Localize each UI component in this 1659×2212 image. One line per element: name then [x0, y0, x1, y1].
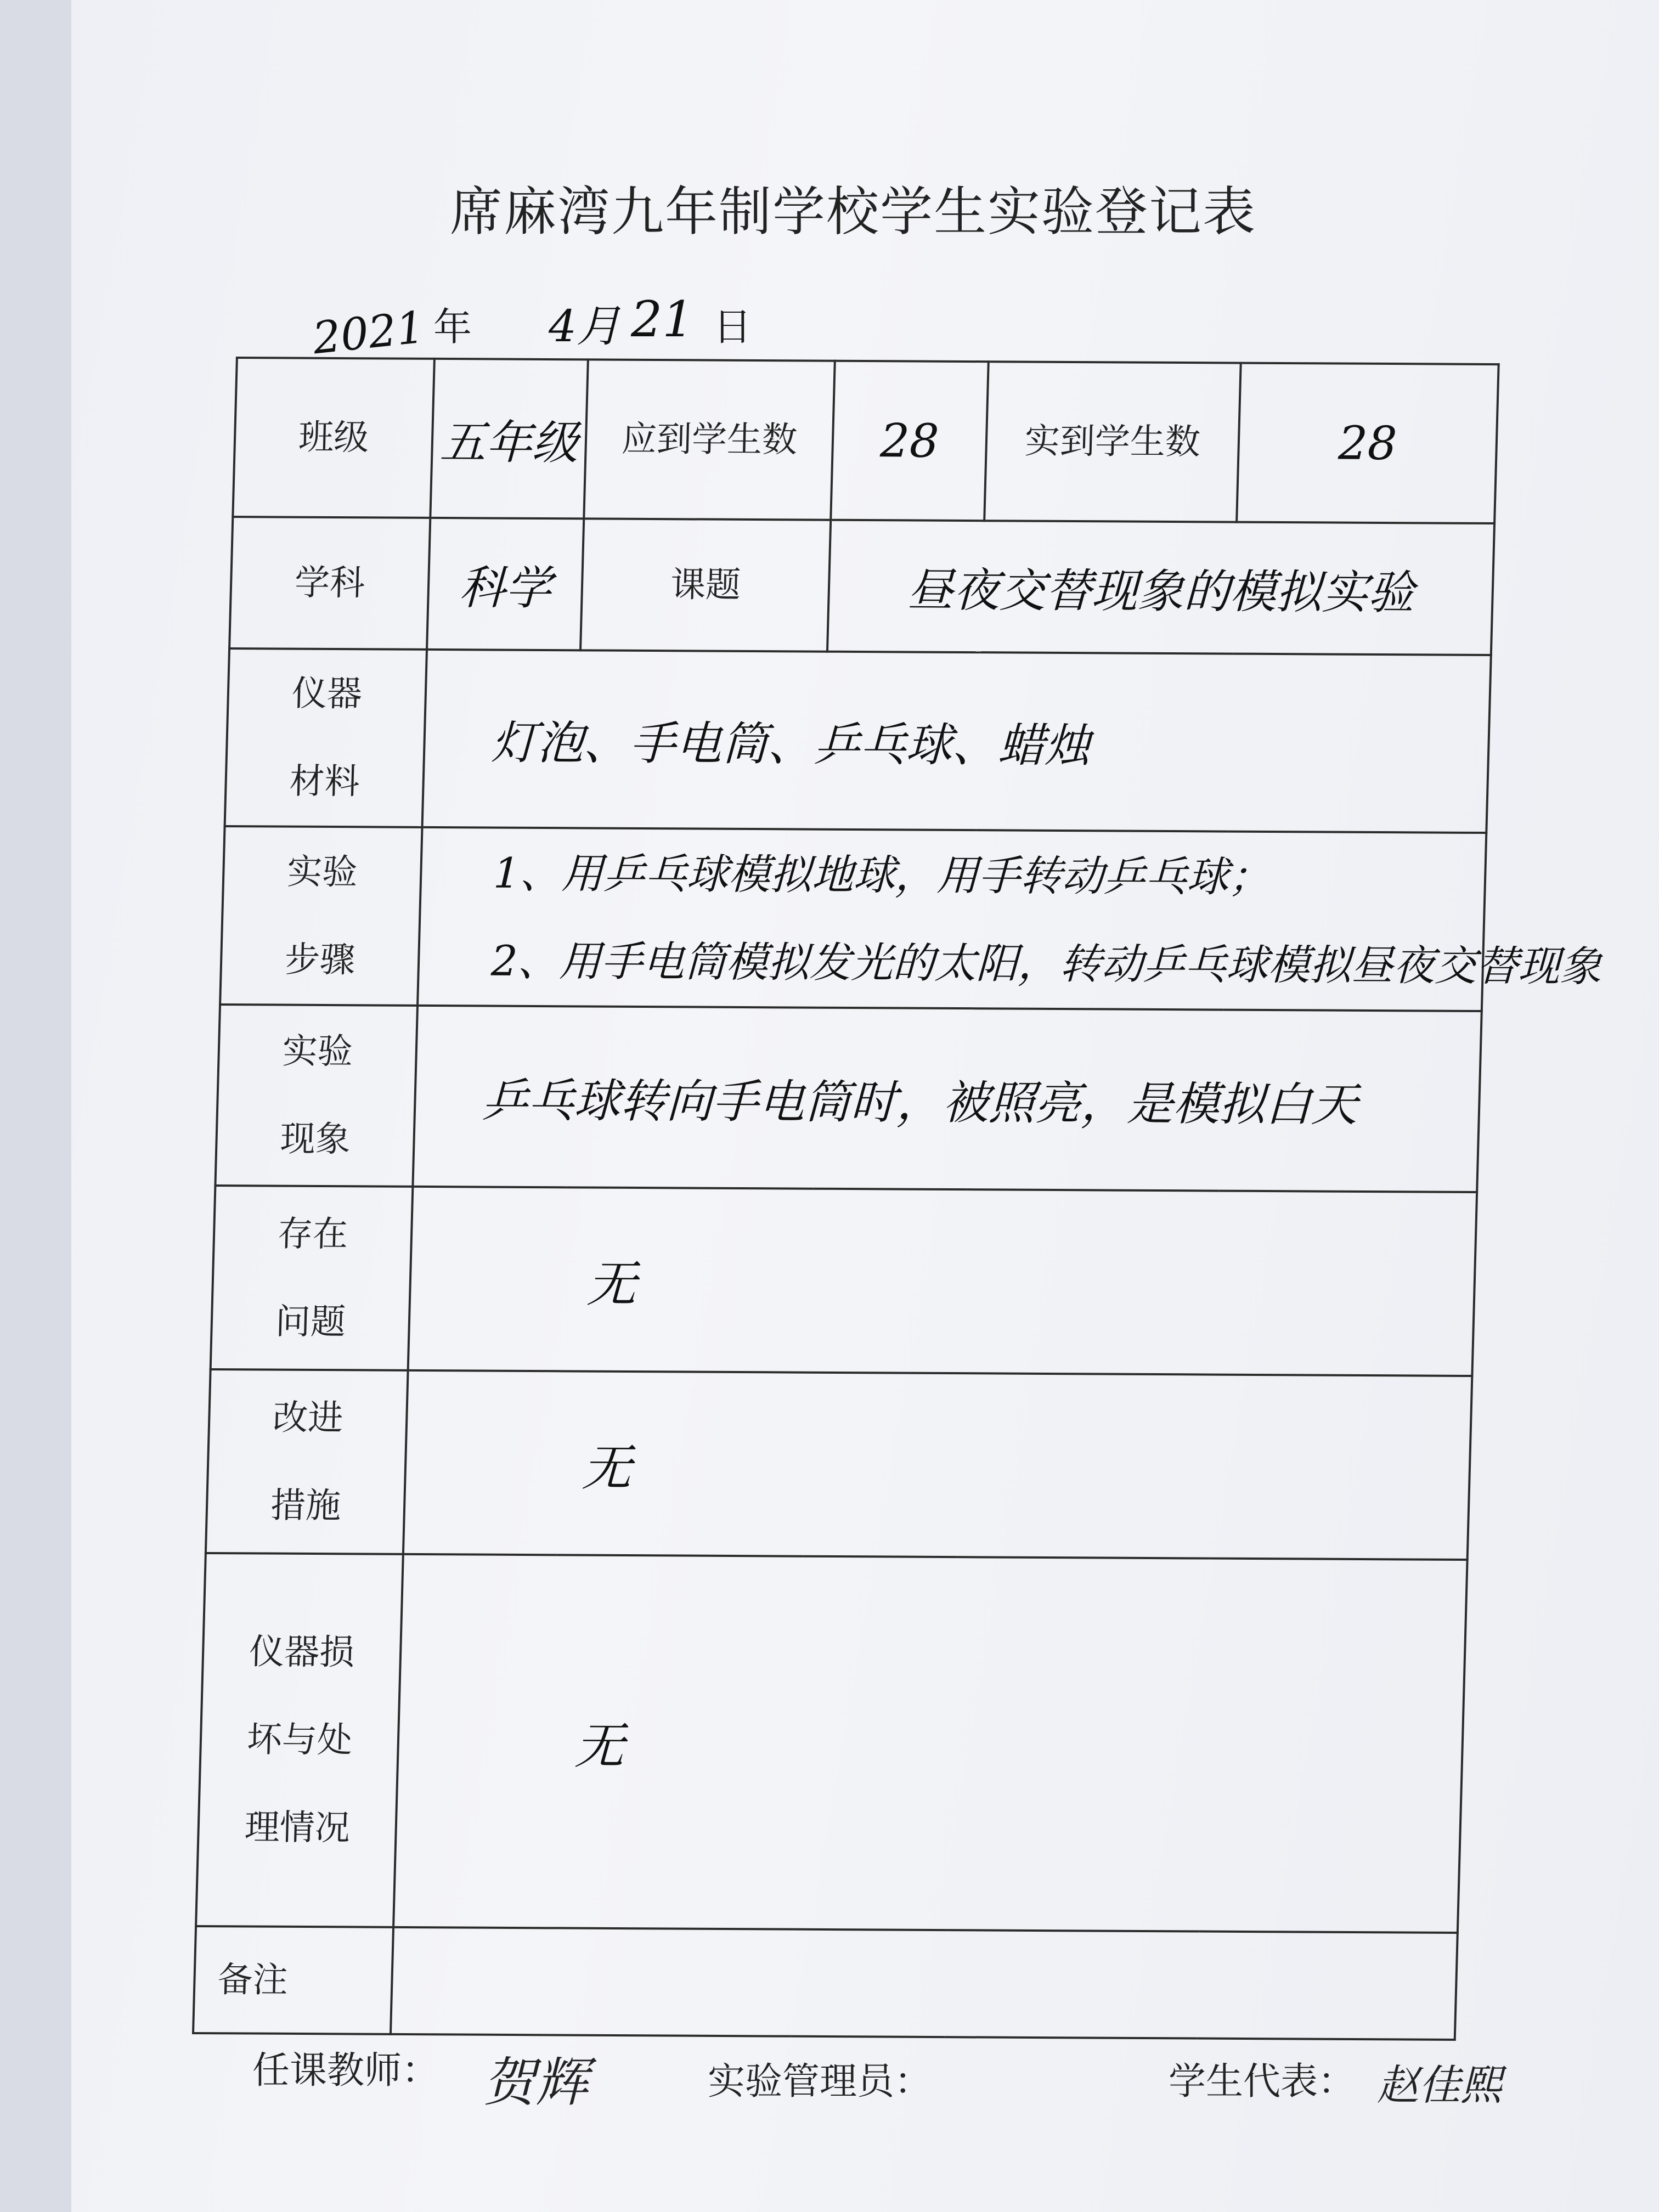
- date-year-label: 年: [433, 304, 472, 349]
- improvements-value: 无: [403, 1370, 1472, 1560]
- damage-label-line2: 坏与处: [246, 1719, 353, 1761]
- student-rep-label: 学生代表：: [1169, 2060, 1356, 2103]
- damage-label-line3: 理情况: [244, 1807, 351, 1849]
- row-problems: [211, 1186, 1477, 1376]
- steps-label: [220, 826, 422, 1006]
- row-subject: [229, 517, 1494, 655]
- actual-students-value: 28: [1237, 363, 1499, 523]
- equipment-label-line2: 材料: [289, 761, 360, 803]
- expected-students-value: 28: [831, 361, 989, 521]
- equipment-value: 灯泡、手电筒、乒乓球、蜡烛: [422, 650, 1491, 833]
- row-steps: [220, 826, 1486, 1011]
- problems-label-line1: 存在: [277, 1214, 349, 1255]
- step-line-1: 1、用乒乓球模拟地球，用手转动乒乓球；: [493, 848, 1271, 901]
- phenomenon-label-line1: 实验: [281, 1031, 353, 1073]
- damage-value: 无: [393, 1554, 1468, 1933]
- remarks-label: 备注: [193, 1926, 393, 2034]
- row-improvements: [206, 1369, 1472, 1560]
- row-damage: [196, 1553, 1468, 1933]
- steps-value: [417, 827, 1602, 1011]
- improvements-label: [206, 1369, 408, 1554]
- topic-label: 课题: [580, 518, 831, 651]
- equipment-label: [225, 648, 427, 827]
- class-label: 班级: [233, 358, 435, 518]
- remarks-value: [391, 1927, 1458, 2040]
- problems-label: [211, 1186, 413, 1370]
- steps-label-line1: 实验: [286, 851, 358, 893]
- student-rep-signature: 赵佳熙: [1377, 2061, 1502, 2109]
- subject-value: 科学: [427, 518, 584, 650]
- phenomenon-label: [215, 1005, 417, 1187]
- improvements-label-line1: 改进: [272, 1397, 344, 1438]
- registration-form: [192, 357, 1602, 2036]
- teacher-label: 任课教师：: [252, 2049, 439, 2092]
- date-day: 21: [631, 291, 694, 348]
- phenomenon-value: 乒乓球转向手电筒时，被照亮，是模拟白天: [413, 1006, 1481, 1192]
- problems-label-line2: 问题: [274, 1301, 346, 1342]
- expected-students-label: 应到学生数: [584, 359, 835, 520]
- row-remarks: [193, 1926, 1458, 2040]
- date-day-label: 日: [713, 304, 752, 349]
- date-month: 4月: [549, 301, 620, 352]
- paper-sheet: [71, 0, 1659, 2212]
- step-line-2: 2、用手电筒模拟发光的太阳，转动乒乓球模拟昼夜交替现象: [490, 936, 1602, 991]
- actual-students-label: 实到学生数: [984, 362, 1241, 522]
- class-value: 五年级: [430, 359, 588, 518]
- steps-label-line2: 步骤: [284, 939, 356, 980]
- date-year: 2021: [310, 301, 427, 364]
- damage-label: [196, 1553, 403, 1927]
- damage-label-line1: 仪器损: [249, 1632, 356, 1673]
- lab-admin-label: 实验管理员：: [708, 2060, 932, 2103]
- date-row: [302, 285, 850, 364]
- phenomenon-label-line2: 现象: [279, 1119, 351, 1160]
- equipment-label-line1: 仪器: [291, 673, 363, 715]
- signature-footer: [252, 2030, 1569, 2140]
- form-title: 席麻湾九年制学校学生实验登记表: [450, 181, 1256, 242]
- row-equipment: [225, 648, 1491, 833]
- row-phenomenon: [215, 1005, 1481, 1192]
- improvements-label-line2: 措施: [270, 1485, 342, 1526]
- registration-table: [192, 357, 1602, 2041]
- problems-value: 无: [408, 1187, 1477, 1376]
- subject-label: 学科: [229, 517, 430, 650]
- row-class: [233, 358, 1498, 523]
- teacher-signature: 贺辉: [483, 2052, 588, 2113]
- topic-value: 昼夜交替现象的模拟实验: [827, 520, 1494, 655]
